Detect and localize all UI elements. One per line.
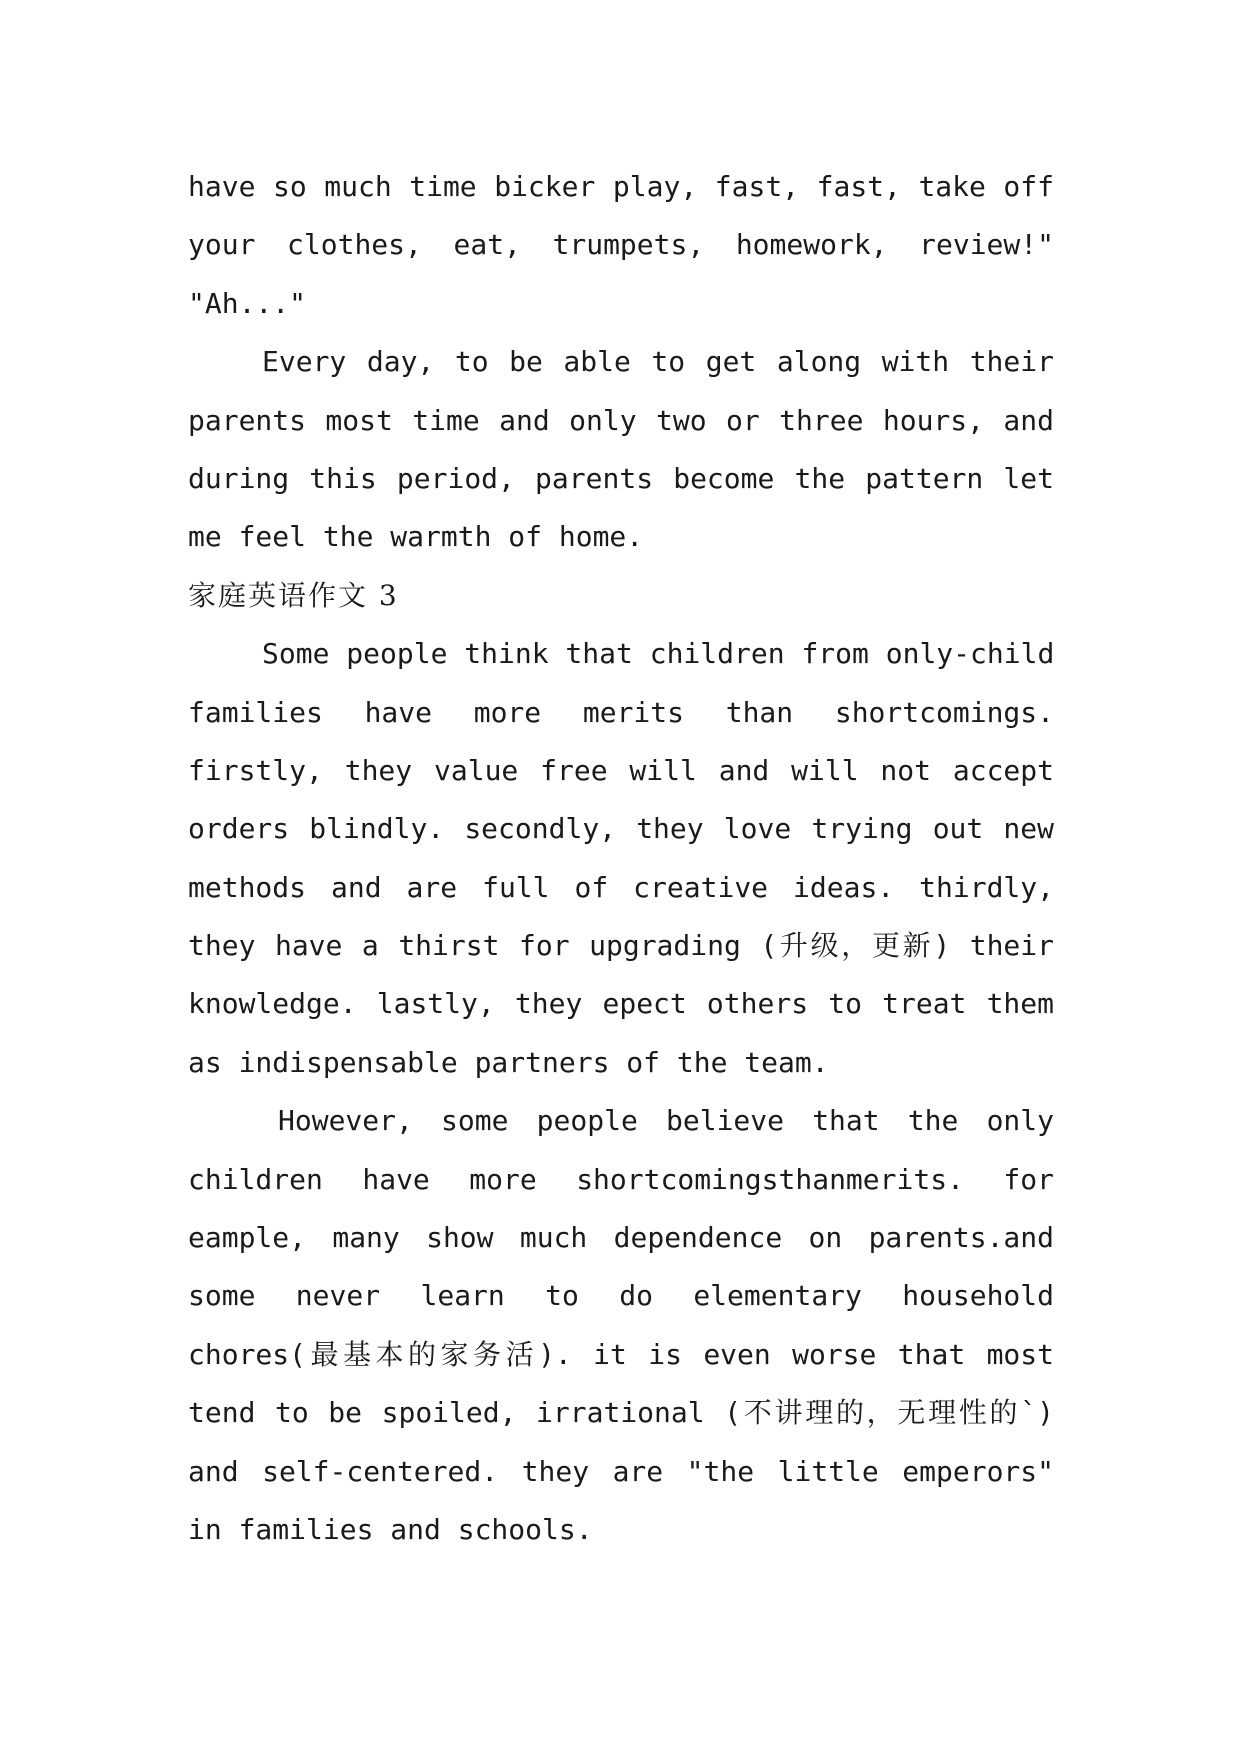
text-line: chores(最基本的家务活). it is even worse that most [188,1337,1054,1371]
text-line: they have a thirst for upgrading (升级，更新) their [188,929,1054,963]
text-line: and self-centered. they are "the little emperors" [188,1454,1054,1488]
text-line: some never learn to do elementary household [188,1279,1054,1313]
text-line: orders blindly. secondly, they love trying out new [188,812,1054,846]
section-heading: 家庭英语作文 3 [188,578,399,612]
paragraph-start-line: Every day, to be able to get along with their [262,345,1054,379]
text-line: have so much time bicker play, fast, fast, take off [188,170,1054,203]
document-body [188,158,1054,1559]
paragraph-start-line: However, some people believe that the only [278,1104,1054,1138]
text-line: families have more merits than shortcomings. [188,695,1054,729]
text-line: knowledge. lastly, they epect others to treat them [188,987,1054,1021]
text-line: parents most time and only two or three hours, and [188,403,1054,437]
text-line: methods and are full of creative ideas. thirdly, [188,870,1054,904]
paragraph-start-line: Some people think that children from only-child [262,637,1055,671]
text-line: eample, many show much dependence on parents.and [188,1221,1054,1255]
text-line: tend to be spoiled, irrational (不讲理的，无理性的`) [188,1396,1054,1430]
text-line: your clothes, eat, trumpets, homework, review!" [188,228,1054,262]
text-line: firstly, they value free will and will not accept [188,753,1054,787]
text-line: as indispensable partners of the team. [188,1045,829,1079]
text-line: me feel the warmth of home. [188,520,644,554]
text-line: children have more shortcomingsthanmerits. for [188,1162,1054,1196]
text-line: "Ah..." [188,286,307,320]
text-line: in families and schools. [188,1512,593,1546]
text-line: during this period, parents become the pattern let [188,461,1054,495]
